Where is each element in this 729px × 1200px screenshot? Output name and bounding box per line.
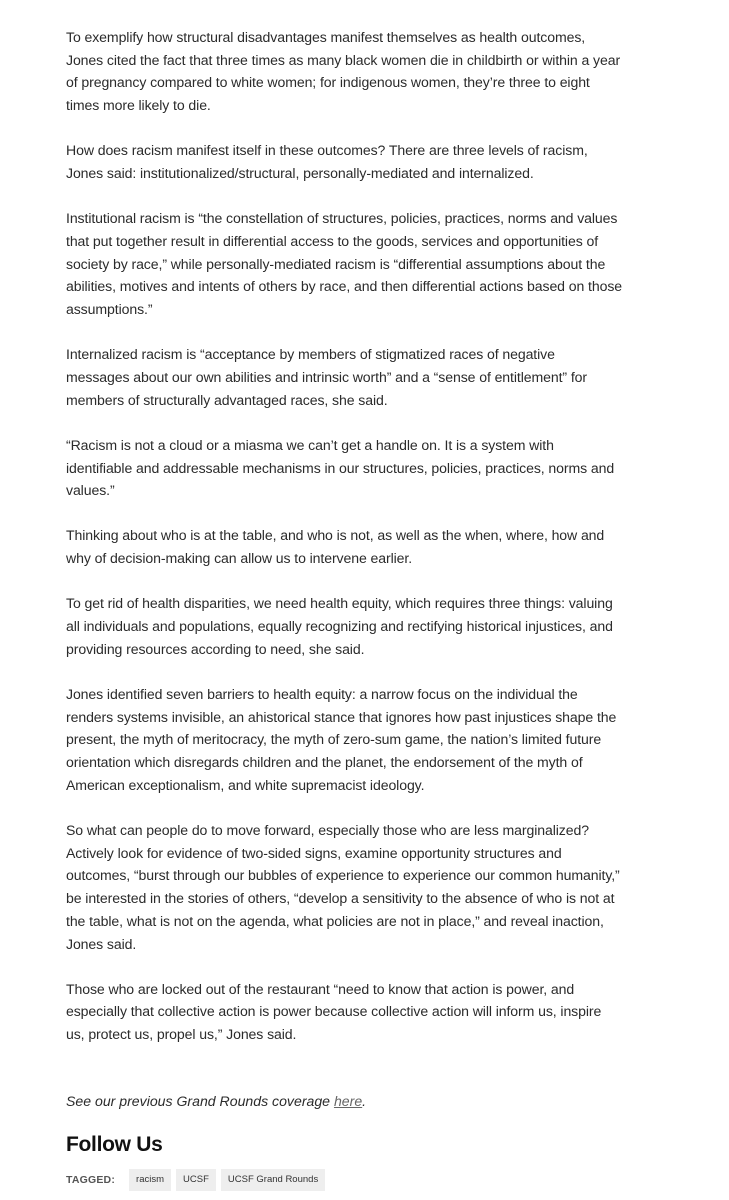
note-end: . (362, 1092, 367, 1109)
paragraph: Jones identified seven barriers to health equity: a narrow focus on the individual the renders systems invisible, an ahistorical stance that ignores how past injustices shape the present, the myth of meritocracy, the myth of zero-sum game, the nation’s limited future orientation which disregards children and the planet, the endorsement of the myth of American exceptionalism, and white supremacist ideology. (66, 685, 617, 793)
tagged-label: TAGGED: (66, 1174, 116, 1186)
tag-ucsf[interactable]: UCSF (176, 1169, 216, 1191)
paragraph: Thinking about who is at the table, and who is not, as well as the when, where, how and why of decision-making can allow us to intervene earlier. (66, 527, 605, 567)
paragraph: Internalized racism is “acceptance by members of stigmatized races of negative messages about our own abilities and intrinsic worth” and a “sense of entitlement” for members of structurally advantaged races, she said. (66, 346, 587, 408)
tags-row (66, 1169, 330, 1191)
paragraph: To exemplify how structural disadvantages manifest themselves as health outcomes, Jones cited the fact that three times as many black women die in childbirth or within a year of pregnancy compared to white women; for indigenous women, they’re three to eight times more likely to die. (66, 29, 621, 114)
article-body (66, 26, 622, 1157)
follow-us-heading: Follow Us (66, 1132, 163, 1156)
here-link[interactable]: here (333, 1092, 363, 1109)
paragraph: Those who are locked out of the restaurant “need to know that action is power, and especially that collective action is power because collective action will inform us, inspire us, protect us, propel us,” Jones said. (66, 980, 602, 1043)
paragraph: So what can people do to move forward, especially those who are less marginalized? Actively look for evidence of two-sided signs, examine opportunity structures and outcomes, “burst through our bubbles of experience to experience our common humanity,” be interested in the stories of others, “develop a sensitivity to the absence of who is not at the table, what is not on the agenda, what policies are not in place,” and reveal inaction, Jones said. (66, 821, 620, 952)
paragraph: “Racism is not a cloud or a miasma we can’t get a handle on. It is a system with identifiable and addressable mechanisms in our structures, policies, practices, norms and values.” (66, 436, 615, 499)
previous-coverage-note (66, 1090, 622, 1113)
paragraph: To get rid of health disparities, we need health equity, which requires three things: valuing all individuals and populations, equally recognizing and rectifying historical injustices, and providing resources according to need, she said. (66, 595, 613, 657)
tag-racism[interactable]: racism (129, 1169, 171, 1191)
tag-ucsf-grand-rounds[interactable]: UCSF Grand Rounds (221, 1169, 325, 1191)
paragraph: Institutional racism is “the constellation of structures, policies, practices, norms and values that put together result in differential access to the goods, services and opportunities of society by race,” while personally-mediated racism is “differential assumptions about the abilities, motives and intents of others by race, and then differential actions based on those assumptions.” (66, 210, 623, 318)
note-text: See our previous Grand Rounds coverage (66, 1092, 334, 1109)
paragraph: How does racism manifest itself in these outcomes? There are three levels of racism, Jones said: institutionalized/structural, personally-mediated and internalized. (66, 142, 588, 182)
